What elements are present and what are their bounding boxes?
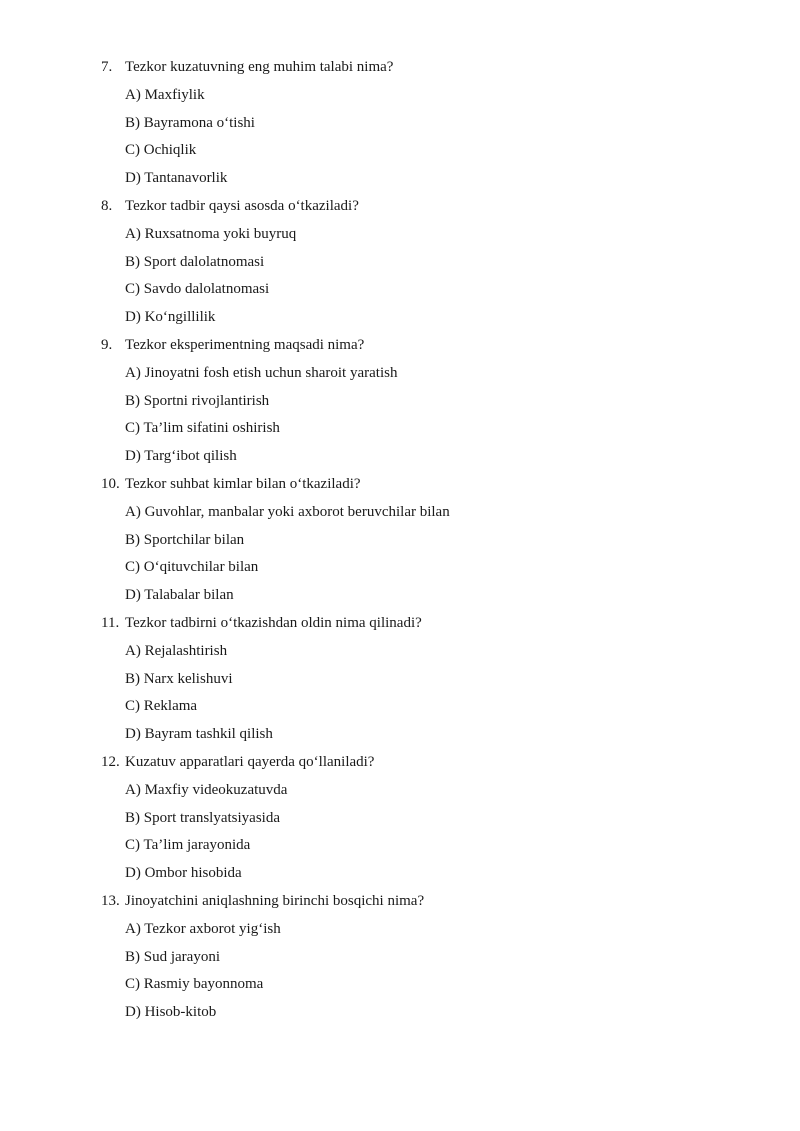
answer-option-b: B) Sud jarayoni: [125, 948, 220, 965]
question-block-12: [0, 749, 800, 888]
question-block-9: [0, 332, 800, 471]
question-text: Tezkor tadbirni o‘tkazishdan oldin nima qilinadi?: [125, 614, 422, 631]
question-text: Tezkor kuzatuvning eng muhim talabi nima?: [125, 59, 394, 75]
answer-option-c: C) Ta’lim sifatini oshirish: [125, 420, 280, 437]
question-number: 10.: [101, 475, 120, 492]
question-block-7: [0, 54, 800, 193]
question-number: 13.: [101, 892, 120, 909]
answer-option-d: D) Bayram tashkil qilish: [125, 726, 273, 743]
question-block-10: [0, 471, 800, 610]
question-line: [0, 471, 800, 499]
question-text: Tezkor suhbat kimlar bilan o‘tkaziladi?: [125, 475, 361, 492]
answer-option-d: D) Hisob-kitob: [125, 1004, 217, 1021]
answer-option-b: B) Sportni rivojlantirish: [125, 392, 270, 409]
answer-option-c: C) Reklama: [125, 698, 198, 715]
answer-option-c: C) Savdo dalolatnomasi: [125, 281, 270, 298]
question-text: Jinoyatchini aniqlashning birinchi bosqichi nima?: [125, 892, 425, 909]
question-number: 9.: [101, 336, 113, 353]
answer-option-a: A) Guvohlar, manbalar yoki axborot beruvchilar bilan: [125, 503, 450, 520]
question-number: 12.: [101, 753, 120, 770]
question-block-11: [0, 610, 800, 749]
answer-option-c: C) O‘qituvchilar bilan: [125, 559, 259, 576]
answer-option-a: A) Jinoyatni fosh etish uchun sharoit yaratish: [125, 364, 398, 381]
question-line: [0, 888, 800, 916]
answer-option-d: D) Ombor hisobida: [125, 865, 242, 882]
answer-option-d: D) Tantanavorlik: [125, 170, 228, 187]
question-line: [0, 332, 800, 360]
question-block-8: [0, 193, 800, 332]
answer-option-d: D) Ko‘ngillilik: [125, 309, 216, 326]
answer-option-c: C) Ochiqlik: [125, 142, 197, 159]
answer-option-a: A) Maxfiylik: [125, 86, 205, 103]
question-number: 8.: [101, 197, 113, 214]
question-number: 11.: [101, 614, 120, 631]
answer-option-a: A) Rejalashtirish: [125, 642, 228, 659]
answer-option-b: B) Sport translyatsiyasida: [125, 809, 280, 826]
answer-option-a: A) Ruxsatnoma yoki buyruq: [125, 225, 297, 242]
answer-option-b: B) Bayramona o‘tishi: [125, 114, 255, 131]
question-block-13: [0, 888, 800, 1027]
question-line: [0, 610, 800, 638]
answer-option-a: A) Tezkor axborot yig‘ish: [125, 920, 281, 937]
answer-option-b: B) Sportchilar bilan: [125, 531, 245, 548]
question-line: [0, 193, 800, 221]
answer-option-b: B) Narx kelishuvi: [125, 670, 233, 687]
answer-option-c: C) Ta’lim jarayonida: [125, 837, 251, 854]
answer-option-b: B) Sport dalolatnomasi: [125, 253, 265, 270]
question-text: Tezkor eksperimentning maqsadi nima?: [125, 336, 365, 353]
answer-option-d: D) Talabalar bilan: [125, 587, 234, 604]
answer-option-a: A) Maxfiy videokuzatuvda: [125, 781, 288, 798]
question-number: 7.: [101, 59, 113, 75]
answer-option-c: C) Rasmiy bayonnoma: [125, 976, 264, 993]
answer-option-d: D) Targ‘ibot qilish: [125, 448, 237, 465]
question-line: [0, 749, 800, 777]
question-text: Kuzatuv apparatlari qayerda qo‘llaniladi?: [125, 753, 375, 770]
question-line: [0, 54, 800, 82]
document-page: [0, 54, 800, 1027]
question-text: Tezkor tadbir qaysi asosda o‘tkaziladi?: [125, 197, 359, 214]
